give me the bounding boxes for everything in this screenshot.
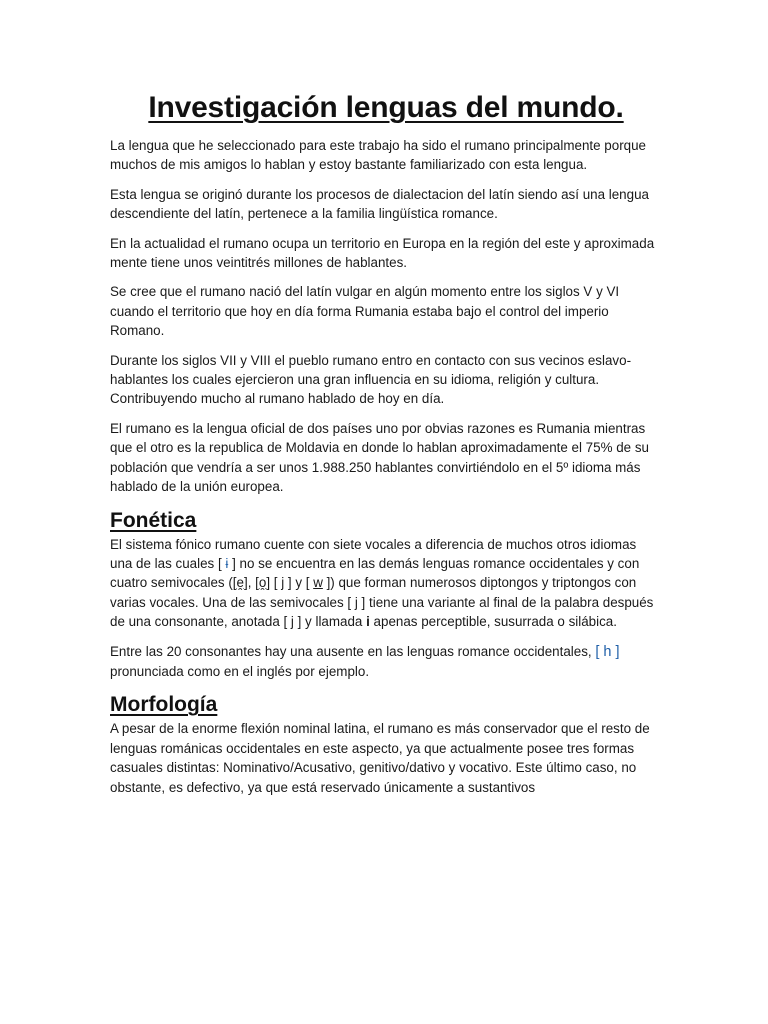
ipa-semivowel-e: e̯: [236, 575, 244, 591]
fonetica-paragraph-2: [110, 642, 662, 682]
ipa-vowel-symbol: ɨ: [225, 555, 229, 571]
document-title: Investigación lenguas del mundo.: [148, 91, 624, 124]
fonetica-text: ], [: [243, 575, 259, 591]
intro-paragraph-3: En la actualidad el rumano ocupa un territorio en Europa en la región del este y aproximada mente tiene unos veintitrés millones de hablantes.: [110, 235, 655, 271]
fonetica-text: pronunciada como en el inglés por ejemplo.: [110, 663, 370, 679]
intro-paragraph-2: Esta lengua se originó durante los procesos de dialectacion del latín siendo así una lengua descendiente del latín, pertenece a la familia lingüística romance.: [110, 186, 649, 222]
fonetica-text: apenas perceptible, susurrada o silábica.: [369, 614, 617, 630]
intro-paragraph-6: El rumano es la lengua oficial de dos países uno por obvias razones es Rumania mientras que el otro es la republica de Moldavia en donde lo hablan aproximadamente el 75% de su población que vendría a ser unos 1.988.250 hablantes convirtiéndolo en el 5º idioma más hablado de la unión europea.: [110, 420, 649, 495]
ipa-semivowel-o: o̯: [258, 575, 267, 591]
ipa-consonant-h: [ h ]: [595, 643, 620, 660]
fonetica-paragraph-1: [110, 535, 662, 632]
bold-letter-i: i: [366, 614, 370, 630]
fonetica-text: ] no se encuentra en las demás lenguas romance occidentales y con cuatro semivocales ([: [110, 555, 640, 591]
section-heading-morfologia: Morfología: [110, 693, 218, 717]
intro-paragraph-1: La lengua que he seleccionado para este trabajo ha sido el rumano principalmente porque muchos de mis amigos lo hablan y estoy bastante familiarizado con esta lengua.: [110, 138, 646, 173]
intro-paragraph-5: Durante los siglos VII y VIII el pueblo rumano entro en contacto con sus vecinos eslavo-hablantes los cuales ejercieron una gran influencia en su idioma, religión y cultura. Contribuyendo mucho al rumano hablado de hoy en día.: [110, 352, 632, 407]
morfologia-paragraph: A pesar de la enorme flexión nominal latina, el rumano es más conservador que el resto de lenguas románicas occidentales en este aspecto, ya que actualmente posee tres formas casuales distintas: Nominativo/Acusativo, genitivo/dativo y vocativo. Este último caso, no obstante, es defectivo, ya que está reservado únicamente a sustantivos: [110, 721, 650, 795]
section-heading-fonetica: Fonética: [110, 508, 197, 532]
fonetica-text: Entre las 20 consonantes hay una ausente en las lenguas romance occidentales,: [110, 643, 596, 659]
intro-paragraph-4: Se cree que el rumano nació del latín vulgar en algún momento entre los siglos V y VI cuando el territorio que hoy en día forma Rumania estaba bajo el control del imperio Romano.: [110, 284, 620, 339]
fonetica-text: El sistema fónico rumano cuente con siete vocales a diferencia de muchos otros idiomas una de las cuales [: [110, 536, 637, 571]
document-body: [110, 88, 662, 807]
fonetica-text: ]) que forman numerosos diptongos y triptongos con varias vocales. Una de las semivocales [ j ] tiene una variante al final de la palabra después de una consonante, anotada [ j ] y llamada: [110, 575, 654, 630]
ipa-semivowel-w: w: [313, 575, 323, 591]
fonetica-text: ] [ j ] y [: [266, 575, 314, 591]
